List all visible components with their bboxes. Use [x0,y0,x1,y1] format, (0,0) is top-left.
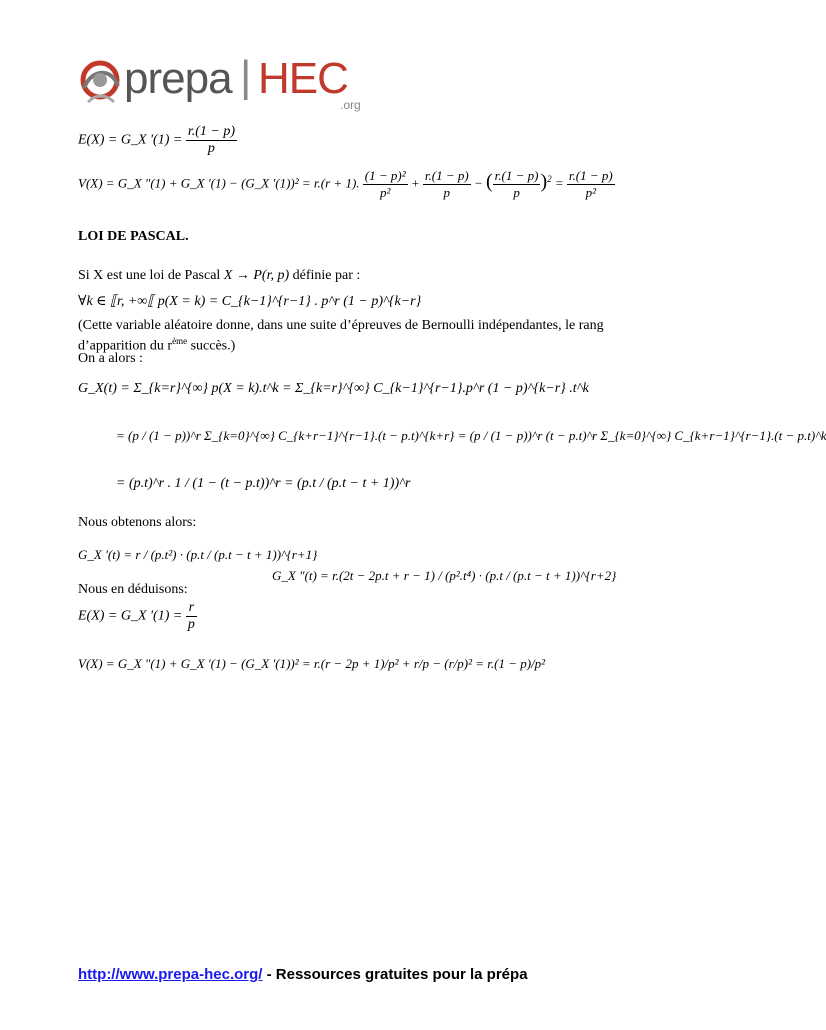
denominator: p² [585,185,597,200]
numerator: (1 − p)² [364,168,406,183]
paren: ( [485,170,493,193]
intro-text: Si X est une loi de Pascal [78,268,221,283]
footer-text: - Ressources gratuites pour la prépa [262,966,528,983]
logo-hec: HEC [258,54,348,103]
section-title: LOI DE PASCAL. [78,229,189,244]
second-derivative-formula: G_X "(t) = r.(2t − 2p.t + r − 1) / (p².t⁴) · (p.t / (p.t − t + 1))^{r+2} [272,568,617,583]
remark-text: d’apparition du r [78,338,173,354]
remark-text-end: succès.) [187,338,236,354]
operator: = [554,175,564,191]
fraction [186,124,237,157]
logo [78,52,378,118]
generating-function-line-2: = (p / (1 − p))^r Σ_{k=0}^{∞} C_{k+r−1}^{r−1}.(t − p.t)^{k+r} = (p / (1 − p))^r (t − p.t)^r Σ_{k=0}^{∞} C_{k+r−1}^{r−1}.(t − p.t)^k [116,428,826,443]
denominator: p² [379,185,391,200]
numerator: r.(1 − p) [568,168,613,183]
variance-formula-pascal: V(X) = G_X "(1) + G_X '(1) − (G_X '(1))² = r.(r − 2p + 1)/p² + r/p − (r/p)² = r.(1 − p)/p² [78,656,546,671]
on-a-alors: On a alors : [78,351,143,366]
fraction [567,168,615,201]
fraction [363,168,408,201]
remark-line-1: (Cette variable aléatoire donne, dans une suite d’épreuves de Bernoulli indépendantes, le rang [78,318,604,333]
generating-function-line-1: G_X(t) = Σ_{k=r}^{∞} p(X = k).t^k = Σ_{k=r}^{∞} C_{k−1}^{r−1}.p^r (1 − p)^{k−r} .t^k [78,381,589,396]
denominator: p [207,141,215,156]
paren: ) [540,170,548,193]
formula-lhs: V(X) = G_X "(1) + G_X '(1) − (G_X '(1))² = r.(r + 1). [78,175,360,191]
superscript: ème [172,336,188,346]
fraction [186,600,197,633]
numerator: r.(1 − p) [494,168,539,183]
denominator: p [443,185,451,200]
logo-separator: | [240,52,251,101]
numerator: r [186,600,197,617]
formula-lhs: E(X) = G_X '(1) = [78,132,183,148]
logo-suffix: .org [340,98,361,112]
nous-obtenons: Nous obtenons alors: [78,515,197,530]
generating-function-line-3: = (p.t)^r . 1 / (1 − (t − p.t))^r = (p.t / (p.t − t + 1))^r [116,476,411,491]
expectation-formula-1 [78,124,237,157]
formula-lhs: E(X) = G_X '(1) = [78,608,183,624]
pascal-definition-formula: ∀k ∈ ⟦r, +∞⟦ p(X = k) = C_{k−1}^{r−1} . p^r (1 − p)^{k−r} [78,294,422,309]
logo-swirl-icon [78,58,122,110]
variance-formula-1: V(X) = G_X "(1) + G_X '(1) − (G_X '(1))² = r.(r + 1). $\frac{\text{(1 − p)²}}{\text{p²}}$ + $\frac{r.(1 - p)}{p}$ − ( $\frac{r.(1 - p)}{p}$ )$^2$ = $\frac{r.(1 - p)}{\text{p²}}$ [78,168,613,200]
nous-deduisons: Nous en déduisons: [78,582,188,597]
footer-link[interactable]: http://www.prepa-hec.org/ [78,966,263,983]
operator: − [473,175,483,191]
denominator: p [513,185,520,200]
intro-text-end: définie par : [292,268,361,283]
numerator: r.(1 − p) [187,124,235,139]
denominator: p [187,617,195,632]
first-derivative-formula: G_X '(t) = r / (p.t²) · (p.t / (p.t − t + 1))^{r+1} [78,547,318,562]
pascal-intro [78,268,360,284]
fraction [423,168,471,201]
logo-prepa: prepa [124,54,232,103]
operator: + [410,175,420,191]
expectation-formula-pascal [78,600,197,633]
fraction [493,168,541,201]
footer [78,966,528,983]
intro-math: X → P(r, p) [223,268,290,283]
numerator: r.(1 − p) [424,168,469,183]
